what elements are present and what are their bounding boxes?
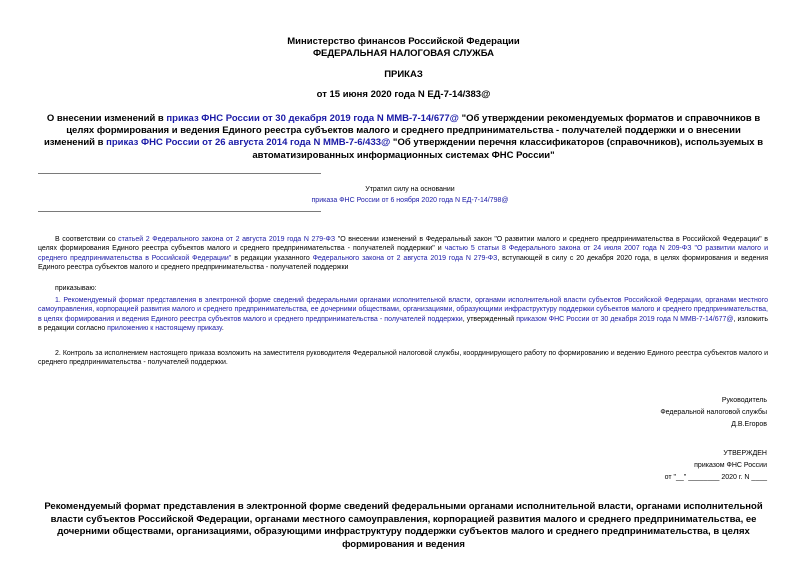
preamble-text-a: В соответствии со [55,236,119,243]
preamble-text-e: в редакции указанного [231,254,313,262]
clause-1-text-b: , утвержденный [462,315,517,323]
link-article-2-law-279[interactable]: статьей 2 Федерального закона от 2 августа 2019 года N 279-ФЗ [118,236,336,243]
clause-1-format-link[interactable]: 1. Рекомендуемый формат представления в электронной форме сведений федеральными органами исполнительной власти, органами исполнительной власти субъектов Российской Федерации, органами местного самоуправления, корпорацией развития малого и среднего предпринимательства, ее дочерними обществами, организациями, образующими инфраструктуру поддержки субъектов малого и среднего предпринимательства, в целях формирования и ведения Единого реестра субъектов малого и среднего предпринимательства - получателей поддержки [38,297,768,323]
divider-top [38,173,321,174]
format-title: Рекомендуемый формат представления в электронной форме сведений федеральными органами исполнительной власти, органами исполнительной власти субъектов Российской Федерации, органами местного самоуправления, корпорацией развития малого и среднего предпринимательства, ее дочерними обществами, организациями, образующими инфраструктуру поддержки субъектов малого и среднего предпринимательства, в целях формирования и ведения [44,501,763,550]
approval-order: приказом ФНС России [694,462,767,469]
preamble-text-c: в целях формирования Единого реестра субъектов малого и среднего предпринимательства - получателей поддержки" и [38,236,768,253]
approval-title: УТВЕРЖДЕН [723,450,767,457]
signature-position: Руководитель [721,397,767,404]
service-name: ФЕДЕРАЛЬНАЯ НАЛОГОВАЯ СЛУЖБА [312,48,495,59]
link-order-677[interactable]: приказом ФНС России от 30 декабря 2019 года N ММВ-7-14/677@ [516,315,734,323]
link-appendix[interactable]: приложению к настоящему приказу [107,325,222,333]
link-law-279[interactable]: Федерального закона от 2 августа 2019 года N 279-ФЗ [312,254,498,262]
order-word: приказываю: [55,285,97,292]
document-title [40,113,767,162]
title-middle: "Об утверждении рекомендуемых форматов и справочников в целях формирования и ведения Единого реестра субъектов малого и среднего предпринимательства - получателей поддержки и о внесении изменений в [43,113,761,149]
clause-1 [38,296,768,334]
divider-bottom [38,211,321,212]
link-article-8-law-209[interactable]: частью 5 статьи 8 Федерального закона от 24 июля 2007 года N 209-ФЗ [444,245,692,253]
clause-2: 2. Контроль за исполнением настоящего приказа возложить на заместителя руководителя Федеральной налоговой службы, координирующего работу по формированию и ведению Единого реестра субъектов малого и среднего предпринимательства - получателей поддержки. [38,350,768,367]
preamble-paragraph [38,235,768,273]
expired-note [280,184,540,206]
signature-block [660,395,767,431]
document-date: от 15 июня 2020 года N ЕД-7-14/383@ [316,89,491,100]
preamble-text-b: "О внесении изменений в Федеральный закон "О развитии малого и среднего предпринимательства в Российской Федерации" [335,236,762,243]
title-prefix: О внесении изменений в [46,113,167,124]
link-law-209-title[interactable]: "О развитии малого и среднего предпринимательства в Российской Федерации" [38,245,768,262]
expired-label: Утратил силу на основании [365,186,455,193]
document-type: ПРИКАЗ [384,69,423,80]
signature-organization: Федеральной налоговой службы [660,409,767,416]
clause-1-text-c: , изложить в редакции согласно [38,315,768,333]
title-suffix: "Об утверждении перечня классификаторов (справочников), используемых в автоматизированных информационных системах ФНС России" [252,137,764,161]
preamble-text-f: , вступающей в силу с 20 декабря 2020 года, в целях формирования и ведения Единого реестра субъектов малого и среднего предпринимательства - получателей поддержки [38,254,768,272]
expired-link[interactable]: приказа ФНС России от 6 ноября 2020 года N ЕД-7-14/798@ [311,197,509,204]
title-link-order-433[interactable]: приказ ФНС России от 26 августа 2014 года N ММВ-7-6/433@ [106,137,391,149]
title-link-order-677[interactable]: приказ ФНС России от 30 декабря 2019 года N ММВ-7-14/677@ [166,113,459,124]
clause-1-text-d: . [221,325,224,333]
signature-name: Д.В.Егоров [731,421,767,428]
document-header [40,36,767,101]
approval-block [665,448,767,484]
approval-date: от "__" ________ 2020 г. N ____ [664,474,767,481]
ministry-name: Министерство финансов Российской Федерации [287,36,520,47]
